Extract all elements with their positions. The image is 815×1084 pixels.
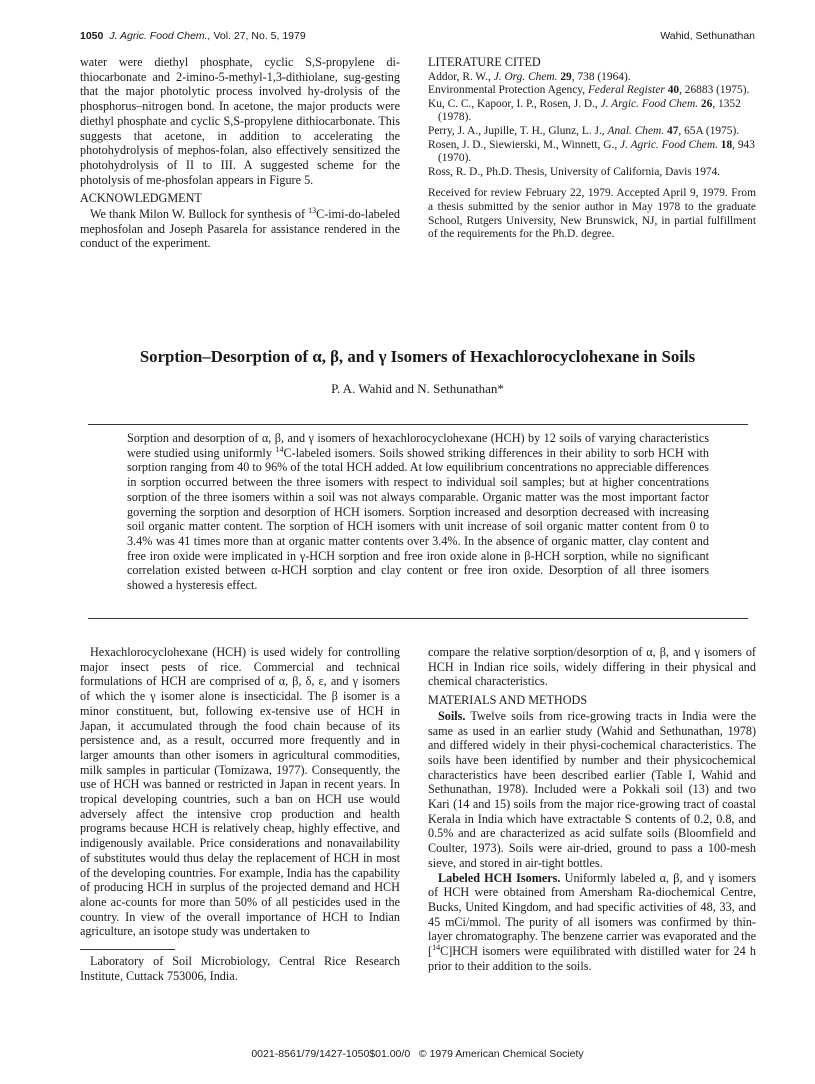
introduction-paragraph: Hexachlorocyclohexane (HCH) is used widely for controlling major insect pests of rice. Commercial and technical formulations of HCH are comprised of α, β, δ, ε, and γ isomers of which the γ isomer alone is insecticidal. The β isomer is a minor constituent, but, following ex-tensive use of HCH in Japan, it accumulated through the food chain because of its persistence and, as a result, occurred more frequently and in larger amounts than other isomers in agricultural commodities, milk samples in particular (Tomizawa, 1977). Consequently, the use of HCH was banned or restricted in Japan in recent years. In tropical developing countries, such a ban on HCH use would adversely affect the intensive crop production and health programs because HCH is relatively cheap, highly effective, and indigenously available. Price considerations and nonavailability of substitutes would thus delay the replacement of HCH in most of the developing countries. For example, India has the capability of producing HCH in surplus of the projected demand and HCH alone ac-counts for more than 50% of all pesticides used in the country. In view of the overall importance of HCH to Indian agriculture, an isotope study was undertaken to	[80, 645, 400, 939]
page-footer	[80, 1048, 755, 1060]
previous-article-right-column	[428, 55, 756, 242]
soils-paragraph: Soils. Twelve soils from rice-growing tracts in India were the same as used in an earlier study (Wahid and Sethunathan, 1978) and differed widely in their physi-cochemical characteristics. The soils have been identified by number and their physicochemical characteristics have been described earlier (Table I, Wahid and Sethunathan, 1978). Included were a Pokkali soil (13) and two Kari (14 and 15) soils from the major rice-growing tract of coastal Kerala in India which have extractable S contents of 0.2, 0.8, and 0.5% and are characterized as acid sulfate soils (Bloomfield and Coulter, 1973). Soils were air-dried, ground to pass a 100-mesh sieve, and stored in air-tight bottles.	[428, 708, 756, 870]
running-head	[80, 30, 755, 46]
received-note: Received for review February 22, 1979. Accepted April 9, 1979. From a thesis submitted by the senior author in May 1978 to the graduate School, Rutgers University, New Brunswick, NJ, in partial fulfillment of the requirements for the Ph.D. degree.	[428, 187, 756, 241]
reference-item: Perry, J. A., Jupille, T. H., Glunz, L. J., Anal. Chem. 47, 65A (1975).	[428, 125, 740, 138]
article-authors: P. A. Wahid and N. Sethunathan*	[331, 381, 504, 396]
article-title: Sorption–Desorption of α, β, and γ Isomers of Hexachlorocyclohexane in Soils	[139, 347, 696, 366]
introduction-continued: compare the relative sorption/desorption of α, β, and γ isomers of HCH in Indian rice soils, widely differing in their physical and chemical characteristics.	[428, 645, 756, 689]
reference-item: Rosen, J. D., Siewierski, M., Winnett, G., J. Agric. Food Chem. 18, 943 (1970).	[428, 138, 755, 165]
footnote-rule	[80, 949, 175, 950]
abstract: Sorption and desorption of α, β, and γ isomers of hexachlorocyclohexane (HCH) by 12 soils of varying characteristics were studied using uniformly $^{14}$C-labeled isomers. Soils showed striking differences in their ability to sorb HCH with sorption ranging from 40 to 96% of the total HCH added. At low equilibrium concentrations no appreciable differences in sorption occurred between the three isomers with respect to individual soil samples; but at higher concentrations sorption of the three isomers within a soil was not always comparable. Organic matter was the most important factor governing the sorption and desorption of HCH isomers. Sorption increased and desorption decreased with increasing soil organic matter content. The sorption of HCH isomers with unit increase of soil organic matter content from 0 to 3.4% was 41 times more than at organic matter contents over 3.4%. In the absence of organic matter, clay content and free iron oxide were implicated in γ-HCH sorption and free iron oxide alone in β-HCH sorption, while no significant correlation existed between α-HCH sorption and clay content or free iron oxide. Desorption of all three isomers showed a hysteresis effect.	[127, 431, 709, 593]
abstract-bottom-rule	[88, 618, 748, 619]
previous-article-left-column	[80, 55, 400, 251]
reference-item: Addor, R. W., J. Org. Chem. 29, 738 (1964).	[428, 70, 631, 83]
reference-item: Ross, R. D., Ph.D. Thesis, University of California, Davis 1974.	[428, 165, 721, 178]
running-head-authors: Wahid, Sethunathan	[660, 30, 755, 42]
labeled-isomers-heading: Labeled HCH Isomers.	[438, 870, 561, 885]
literature-cited-heading: LITERATURE CITED	[428, 55, 541, 69]
acknowledgment-heading: ACKNOWLEDGMENT	[80, 191, 202, 206]
journal-name: J. Agric. Food Chem.,	[109, 30, 211, 42]
soils-heading: Soils.	[438, 708, 466, 723]
acknowledgment-text: We thank Milon W. Bullock for synthesis of $^{13}$C-imi-do-labeled mephosfolan and Joseph Pasarela for assistance rendered in the conduct of the experiment.	[80, 205, 400, 251]
page-number: 1050	[80, 30, 104, 42]
reference-item: Environmental Protection Agency, Federal Register 40, 26883 (1975).	[428, 84, 750, 97]
copyright: © 1979 American Chemical Society	[418, 1048, 584, 1060]
running-head-left	[80, 30, 306, 42]
previous-article-paragraph: water were diethyl phosphate, cyclic S,S-propylene di-thiocarbonate and 2-imino-5-methyl-1,3-dithiolane, sug-gesting that the major photolytic process involved hy-drolysis of the phosphorus–nitrogen bond. In acetone, the major products were diethyl phosphate and cyclic S,S-propylene dithiocarbonate. This suggests that acetone, in addition to accelerating the photohydrolysis of mephos-folan, also effectively sensitized the photohydrolysis of II to III. A suggested scheme for the photolysis of me-phosfolan appears in Figure 5.	[80, 55, 400, 187]
body-right-column	[428, 645, 756, 973]
reference-list	[428, 71, 756, 180]
reference-item: Ku, C. C., Kapoor, I. P., Rosen, J. D., J. Argic. Food Chem. 26, 1352 (1978).	[428, 97, 741, 124]
methods-heading: MATERIALS AND METHODS	[428, 693, 588, 708]
abstract-top-rule	[88, 424, 748, 425]
affiliation-footnote: Laboratory of Soil Microbiology, Central Rice Research Institute, Cuttack 753006, India.	[80, 954, 400, 983]
article-code: 0021-8561/79/1427-1050$01.00/0	[251, 1048, 411, 1060]
volume-issue: Vol. 27, No. 5, 1979	[213, 30, 306, 42]
body-left-column	[80, 645, 400, 983]
labeled-isomers-paragraph: Labeled HCH Isomers. Uniformly labeled α, β, and γ isomers of HCH were obtained from Amersham Ra-diochemical Centre, Bucks, United Kingdom, and had specific activities of 48, 33, and 45 mCi/mmol. The purity of all isomers was confirmed by thin-layer chromatography. The benzene carrier was evaporated and the [$^{14}$C]HCH isomers were equilibrated with distilled water for 24 h prior to their addition to the soils.	[428, 870, 756, 973]
